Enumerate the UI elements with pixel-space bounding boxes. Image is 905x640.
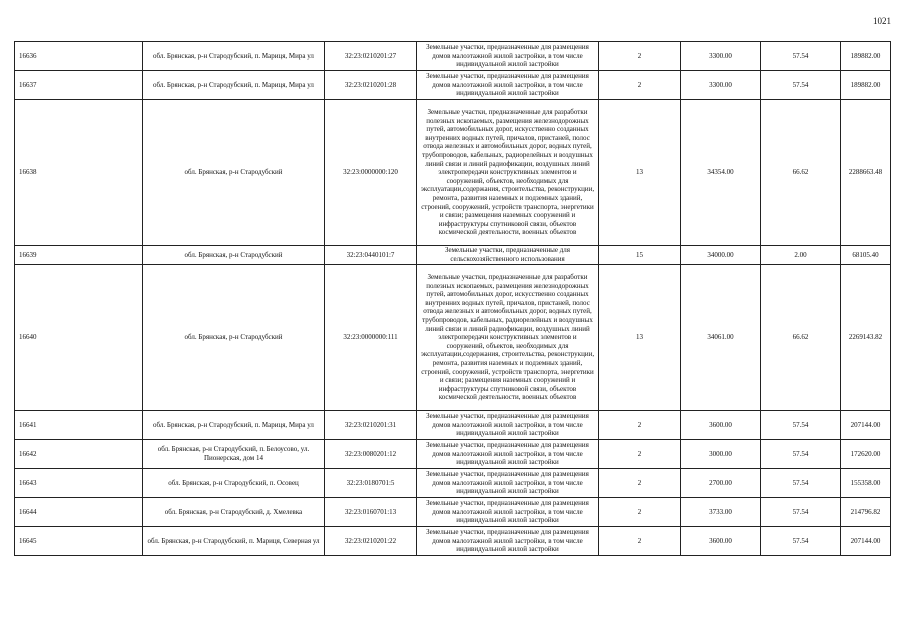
address-cell: обл. Брянская, р-н Стародубский, п. Мариця, Мира ул [143, 42, 325, 71]
row-number: 16642 [15, 440, 143, 469]
table-row [15, 411, 891, 440]
table-row [15, 527, 891, 556]
rate-cell: 57.54 [761, 440, 841, 469]
table-row [15, 265, 891, 411]
area-cell: 34000.00 [681, 246, 761, 265]
table-row [15, 246, 891, 265]
land-purpose-cell: Земельные участки, предназначенные для сельскохозяйственного использования [417, 246, 599, 265]
cadastral-value-cell: 2288663.48 [841, 100, 891, 246]
address-cell: обл. Брянская, р-н Стародубский, п. Мариця, Мира ул [143, 411, 325, 440]
cadastral-number-cell: 32:23:0210201:28 [325, 71, 417, 100]
area-cell: 3300.00 [681, 71, 761, 100]
land-purpose-cell: Земельные участки, предназначенные для разработки полезных ископаемых, размещения железнодорожных путей, автомобильных дорог, искусственно созданных внутренних водных путей, причалов, пристаней, полос отвода железных и автомобильных дорог, водных путей, трубопроводов, кабельных, радиорелейных и воздушных линий связи и линий радиофикации, воздушных линий электропередачи конструктивных элементов и сооружений, объектов, необходимых для эксплуатации,содержания, строительства, реконструкции, ремонта, развития наземных и подземных зданий, строений, сооружений, устройств транспорта, энергетики и связи; размещения наземных сооружений и инфраструктуры спутниковой связи, объектов космической деятельности, военных объектов [417, 265, 599, 411]
cadastral-value-cell: 207144.00 [841, 411, 891, 440]
land-purpose-cell: Земельные участки, предназначенные для размещения домов малоэтажной жилой застройки, в том числе индивидуальной жилой застройки [417, 469, 599, 498]
area-cell: 3000.00 [681, 440, 761, 469]
row-number: 16639 [15, 246, 143, 265]
land-purpose-cell: Земельные участки, предназначенные для размещения домов малоэтажной жилой застройки, в том числе индивидуальной жилой застройки [417, 440, 599, 469]
row-number: 16640 [15, 265, 143, 411]
cadastral-value-cell: 189882.00 [841, 42, 891, 71]
cadastral-value-cell: 214796.82 [841, 498, 891, 527]
cadastral-value-cell: 189882.00 [841, 71, 891, 100]
rate-cell: 66.62 [761, 265, 841, 411]
cadastral-number-cell: 32:23:0180701:5 [325, 469, 417, 498]
group-cell: 2 [599, 527, 681, 556]
cadastral-number-cell: 32:23:0210201:31 [325, 411, 417, 440]
cadastral-number-cell: 32:23:0440101:7 [325, 246, 417, 265]
rate-cell: 57.54 [761, 469, 841, 498]
group-cell: 2 [599, 71, 681, 100]
land-purpose-cell: Земельные участки, предназначенные для разработки полезных ископаемых, размещения железнодорожных путей, автомобильных дорог, искусственно созданных внутренних водных путей, причалов, пристаней, полос отвода железных и автомобильных дорог, водных путей, трубопроводов, кабельных, радиорелейных и воздушных линий связи и линий радиофикации, воздушных линий электропередачи конструктивных элементов и сооружений, объектов, необходимых для эксплуатации,содержания, строительства, реконструкции, ремонта, развития наземных и подземных зданий, строений, сооружений, устройств транспорта, энергетики и связи; размещения наземных сооружений и инфраструктуры спутниковой связи, объектов космической деятельности, военных объектов [417, 100, 599, 246]
page-number: 1021 [873, 16, 891, 26]
cadastral-value-cell: 155358.00 [841, 469, 891, 498]
land-purpose-cell: Земельные участки, предназначенные для размещения домов малоэтажной жилой застройки, в том числе индивидуальной жилой застройки [417, 527, 599, 556]
group-cell: 2 [599, 469, 681, 498]
area-cell: 34354.00 [681, 100, 761, 246]
registry-table [14, 41, 891, 556]
group-cell: 2 [599, 411, 681, 440]
cadastral-value-cell: 172620.00 [841, 440, 891, 469]
cadastral-value-cell: 207144.00 [841, 527, 891, 556]
address-cell: обл. Брянская, р-н Стародубский, п. Осовец [143, 469, 325, 498]
cadastral-number-cell: 32:23:0080201:12 [325, 440, 417, 469]
land-purpose-cell: Земельные участки, предназначенные для размещения домов малоэтажной жилой застройки, в том числе индивидуальной жилой застройки [417, 411, 599, 440]
address-cell: обл. Брянская, р-н Стародубский [143, 246, 325, 265]
cadastral-number-cell: 32:23:0000000:111 [325, 265, 417, 411]
group-cell: 15 [599, 246, 681, 265]
address-cell: обл. Брянская, р-н Стародубский, п. Мариця, Мира ул [143, 71, 325, 100]
rate-cell: 57.54 [761, 411, 841, 440]
row-number: 16636 [15, 42, 143, 71]
group-cell: 13 [599, 265, 681, 411]
table-row [15, 71, 891, 100]
row-number: 16644 [15, 498, 143, 527]
address-cell: обл. Брянская, р-н Стародубский [143, 265, 325, 411]
area-cell: 3600.00 [681, 411, 761, 440]
row-number: 16645 [15, 527, 143, 556]
area-cell: 2700.00 [681, 469, 761, 498]
group-cell: 2 [599, 42, 681, 71]
area-cell: 3600.00 [681, 527, 761, 556]
row-number: 16637 [15, 71, 143, 100]
area-cell: 3733.00 [681, 498, 761, 527]
land-purpose-cell: Земельные участки, предназначенные для размещения домов малоэтажной жилой застройки, в том числе индивидуальной жилой застройки [417, 71, 599, 100]
cadastral-value-cell: 2269143.82 [841, 265, 891, 411]
row-number: 16641 [15, 411, 143, 440]
land-purpose-cell: Земельные участки, предназначенные для размещения домов малоэтажной жилой застройки, в том числе индивидуальной жилой застройки [417, 42, 599, 71]
group-cell: 13 [599, 100, 681, 246]
table-row [15, 42, 891, 71]
row-number: 16638 [15, 100, 143, 246]
cadastral-value-cell: 68105.40 [841, 246, 891, 265]
rate-cell: 66.62 [761, 100, 841, 246]
table-row [15, 440, 891, 469]
address-cell: обл. Брянская, р-н Стародубский, д. Хмелевка [143, 498, 325, 527]
group-cell: 2 [599, 440, 681, 469]
cadastral-number-cell: 32:23:0210201:27 [325, 42, 417, 71]
address-cell: обл. Брянская, р-н Стародубский, п. Белоусово, ул. Пионерская, дом 14 [143, 440, 325, 469]
row-number: 16643 [15, 469, 143, 498]
rate-cell: 2.00 [761, 246, 841, 265]
table-row [15, 100, 891, 246]
cadastral-number-cell: 32:23:0160701:13 [325, 498, 417, 527]
table-row [15, 498, 891, 527]
land-purpose-cell: Земельные участки, предназначенные для размещения домов малоэтажной жилой застройки, в том числе индивидуальной жилой застройки [417, 498, 599, 527]
rate-cell: 57.54 [761, 71, 841, 100]
rate-cell: 57.54 [761, 527, 841, 556]
cadastral-number-cell: 32:23:0000000:120 [325, 100, 417, 246]
table-row [15, 469, 891, 498]
rate-cell: 57.54 [761, 498, 841, 527]
group-cell: 2 [599, 498, 681, 527]
area-cell: 34061.00 [681, 265, 761, 411]
address-cell: обл. Брянская, р-н Стародубский [143, 100, 325, 246]
rate-cell: 57.54 [761, 42, 841, 71]
address-cell: обл. Брянская, р-н Стародубский, п. Мариця, Северная ул [143, 527, 325, 556]
area-cell: 3300.00 [681, 42, 761, 71]
cadastral-number-cell: 32:23:0210201:22 [325, 527, 417, 556]
